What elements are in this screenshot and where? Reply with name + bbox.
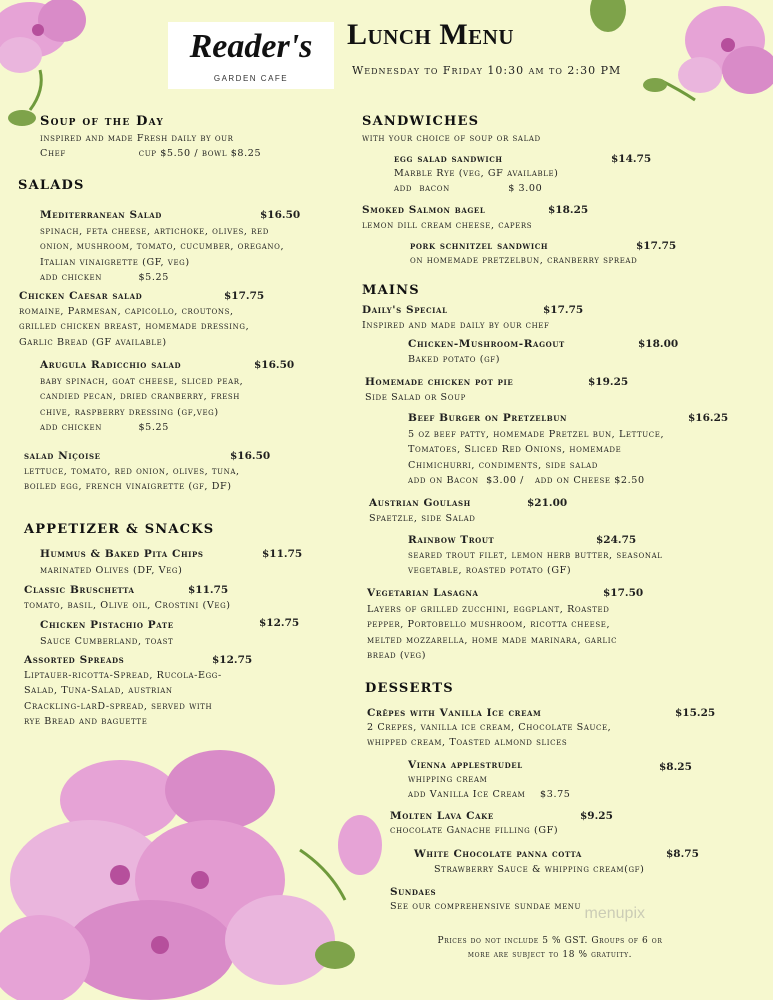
item-price: $12.75 (259, 617, 300, 629)
soup-line: Chef cup $5.50 / bowl $8.25 (40, 148, 262, 160)
description-line: melted mozzarella, home made marinara, garlic (367, 634, 618, 646)
description-line: Salad, Tuna-Salad, austrian (24, 685, 173, 697)
item-name: Molten Lava Cake (390, 810, 494, 822)
description-line: Italian vinaigrette (GF, veg) (40, 256, 190, 268)
item-name: pork schnitzel sandwich (410, 240, 549, 252)
item-price: $14.75 (611, 153, 652, 165)
item-name: Chicken-Mushroom-Ragout (408, 338, 565, 350)
item-price: $21.00 (527, 497, 568, 509)
description-line: seared trout filet, lemon herb butter, seasonal (408, 550, 663, 561)
description-line: tomato, basil, Olive oil, Crostini (Veg) (24, 600, 231, 611)
item-description (362, 318, 549, 333)
description-line: Crackling-larD-spread, served with (24, 700, 213, 712)
soup-line: inspired and made Fresh daily by our (40, 133, 234, 144)
menu-hours: Wednesday to Friday 10:30 am to 2:30 PM (352, 64, 622, 77)
item-price: $16.50 (254, 359, 295, 371)
item-description (40, 563, 182, 578)
item-price: $15.25 (675, 707, 716, 719)
item-description (408, 427, 664, 488)
description-line: grilled chicken breast, homemade dressing, (19, 321, 250, 333)
description-line: 5 oz beef patty, homemade Pretzel bun, Lettuce, (408, 429, 665, 440)
item-description (19, 304, 249, 350)
description-line: Inspired and made daily by our chef (362, 320, 550, 331)
description-line: rye Bread and baguette (24, 715, 148, 727)
item-description (40, 634, 173, 649)
description-line: on homemade pretzelbun, cranberry spread (410, 255, 638, 266)
item-price: $8.25 (659, 761, 692, 773)
description-line: Marble Rye (veg, GF available) (394, 168, 559, 179)
menu-title: Lunch Menu (347, 18, 514, 51)
description-line: pepper, Portobello mushroom, ricotta cheese, (367, 619, 611, 631)
flower-illustration-top-right (600, 0, 773, 125)
item-description (24, 668, 222, 729)
logo-name: Reader's (189, 28, 313, 65)
item-name: Homemade chicken pot pie (365, 376, 514, 388)
item-price: $8.75 (666, 848, 699, 860)
description-line: Tomatoes, Sliced Red Onions, homemade (408, 444, 622, 456)
item-description (369, 511, 475, 526)
description-line: lettuce, tomato, red onion, olives, tuna, (24, 466, 240, 477)
description-line: See our comprehensive sundae menu (390, 901, 582, 912)
item-description (408, 352, 500, 367)
description-line: chive, raspberry dressing (gf,veg) (40, 406, 219, 418)
cafe-logo (168, 22, 334, 89)
item-name: egg salad sandwich (394, 153, 503, 165)
flower-illustration-top-left (0, 0, 100, 130)
item-description (408, 772, 571, 803)
item-name: Vienna applestrudel (408, 759, 523, 771)
item-description (365, 390, 466, 405)
item-price: $17.50 (603, 587, 644, 599)
description-line: candied pecan, dried cranberry, fresh (40, 391, 241, 403)
description-line: add on Bacon $3.00 / add on Cheese $2.50 (408, 474, 645, 486)
item-name: Austrian Goulash (369, 497, 471, 509)
item-description (40, 374, 243, 435)
description-line: add chicken $5.25 (40, 421, 169, 433)
item-description (434, 862, 644, 877)
description-line: baby spinach, goat cheese, sliced pear, (40, 376, 244, 387)
item-price: $24.75 (596, 534, 637, 546)
item-price: $17.75 (636, 240, 677, 252)
item-name: Classic Bruschetta (24, 584, 135, 596)
item-name: Chicken Pistachio Pate (40, 619, 174, 631)
item-description (367, 602, 617, 663)
item-price: $11.75 (262, 548, 303, 560)
pricing-footnote (405, 934, 695, 962)
description-line: onion, mushroom, tomato, cucumber, oregano, (40, 241, 285, 253)
section-heading-soup: Soup of the Day (40, 114, 164, 129)
description-line: Garlic Bread (GF available) (19, 336, 167, 348)
description-line: bread (veg) (367, 649, 427, 661)
description-line: Sauce Cumberland, toast (40, 636, 174, 647)
description-line: whipped cream, Toasted almond slices (367, 737, 568, 749)
item-name: Mediterranean Salad (40, 209, 162, 221)
item-name: White Chocolate panna cotta (414, 848, 582, 860)
item-price: $17.75 (224, 290, 265, 302)
description-line: vegetable, roasted potato (GF) (408, 565, 572, 577)
description-line: Layers of grilled zucchini, eggplant, Roasted (367, 604, 610, 615)
soup-description (40, 131, 261, 162)
item-name: Chicken Caesar salad (19, 290, 143, 302)
item-name: Daily's Special (362, 304, 448, 316)
item-name: Smoked Salmon bagel (362, 204, 486, 216)
item-description (24, 464, 240, 495)
item-price: $16.50 (230, 450, 271, 462)
item-price: $18.25 (548, 204, 589, 216)
item-name: salad Niçoise (24, 450, 101, 462)
section-heading-salads: SALADS (18, 178, 85, 193)
description-line: Chimichurri, condiments, side salad (408, 459, 598, 471)
item-description (362, 218, 532, 233)
item-name: Crêpes with Vanilla Ice cream (367, 707, 542, 719)
flower-illustration-bottom-left (0, 740, 390, 1000)
description-line: lemon dill cream cheese, capers (362, 220, 533, 231)
description-line: Baked potato (gf) (408, 354, 501, 365)
footnote-line: Prices do not include 5 % GST. Groups of 6 or (437, 936, 663, 946)
description-line: boiled egg, french vinaigrette (gf, DF) (24, 481, 232, 493)
item-name: Sundaes (390, 886, 437, 898)
item-price: $11.75 (188, 584, 229, 596)
item-name: Rainbow Trout (408, 534, 495, 546)
item-price: $18.00 (638, 338, 679, 350)
description-line: Side Salad or Soup (365, 392, 466, 403)
section-heading-appetizers: APPETIZER & SNACKS (24, 522, 215, 537)
logo-subtitle: GARDEN CAFE (213, 74, 289, 83)
description-line: marinated Olives (DF, Veg) (40, 565, 183, 576)
item-description (394, 166, 559, 197)
watermark: menupix (584, 905, 645, 922)
section-heading-desserts: DESSERTS (365, 681, 454, 696)
item-description (40, 224, 284, 285)
item-description (408, 548, 662, 579)
item-name: Assorted Spreads (24, 654, 125, 666)
item-name: Arugula Radicchio salad (40, 359, 182, 371)
item-description (24, 598, 231, 613)
description-line: Strawberry Sauce & whipping cream(gf) (434, 864, 645, 875)
item-name: Vegetarian Lasagna (367, 587, 479, 599)
description-line: romaine, Parmesan, capicollo, croutons, (19, 306, 234, 317)
description-line: Liptauer-ricotta-Spread, Rucola-Egg- (24, 670, 222, 681)
item-description (410, 253, 637, 268)
item-price: $19.25 (588, 376, 629, 388)
item-name: Hummus & Baked Pita Chips (40, 548, 204, 560)
sandwiches-intro: with your choice of soup or salad (362, 133, 541, 144)
description-line: Spaetzle, side Salad (369, 513, 476, 524)
item-price: $17.75 (543, 304, 584, 316)
item-price: $16.25 (688, 412, 729, 424)
section-heading-mains: MAINS (362, 283, 420, 298)
item-price: $16.50 (260, 209, 301, 221)
item-description (390, 899, 581, 914)
description-line: spinach, feta cheese, artichoke, olives, red (40, 226, 269, 237)
item-price: $9.25 (580, 810, 613, 822)
item-price: $12.75 (212, 654, 253, 666)
section-heading-sandwiches: SANDWICHES (362, 114, 480, 129)
description-line: add chicken $5.25 (40, 271, 169, 283)
description-line: add bacon $ 3.00 (394, 183, 543, 195)
item-name: Beef Burger on Pretzelbun (408, 412, 567, 424)
item-description (367, 720, 611, 751)
item-description (390, 823, 558, 838)
description-line: 2 Crepes, vanilla ice cream, Chocolate Sauce, (367, 722, 612, 733)
description-line: add Vanilla Ice Cream $3.75 (408, 789, 571, 801)
footnote-line: more are subject to 18 % gratuity. (467, 950, 633, 960)
description-line: chocolate Ganache filling (GF) (390, 825, 559, 836)
description-line: whipping cream (408, 774, 488, 785)
